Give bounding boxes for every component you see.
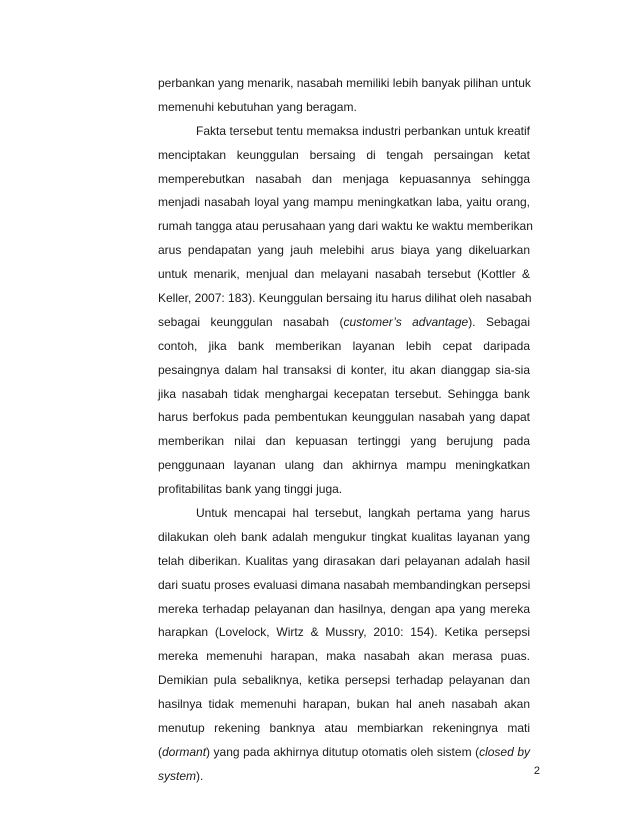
- text-line: menutup rekening banknya atau membiarkan rekeningnya mati: [158, 721, 530, 736]
- text-line: menjadi nasabah loyal yang mampu meningkatkan laba, yaitu orang,: [158, 195, 530, 210]
- text-line: hasilnya tidak memenuhi harapan, bukan hal aneh nasabah akan: [158, 697, 530, 712]
- text-line-italic-terms: [158, 741, 530, 765]
- paragraph-3: [158, 502, 530, 789]
- text-line: Keller, 2007: 183). Keunggulan bersaing itu harus dilihat oleh nasabah: [158, 291, 532, 306]
- paragraph-1: [158, 72, 530, 120]
- italic-term-system: system: [158, 768, 197, 783]
- text-line: perbankan yang menarik, nasabah memiliki lebih banyak pilihan untuk: [158, 76, 531, 90]
- text-line: penggunaan layanan ulang dan akhirnya mampu meningkatkan: [158, 458, 530, 473]
- text-line: mereka memenuhi harapan, maka nasabah akan merasa puas.: [158, 649, 530, 664]
- italic-term-customers-advantage: customer’s advantage: [343, 314, 469, 329]
- text-line: telah diberikan. Kualitas yang dirasakan dari pelayanan adalah hasil: [158, 553, 530, 568]
- text-line-italic-term: [158, 765, 530, 789]
- italic-term-dormant: dormant: [162, 744, 207, 759]
- text-fragment: ).: [196, 768, 204, 783]
- text-fragment: ) yang pada akhirnya ditutup otomatis oleh sistem (: [206, 744, 480, 759]
- italic-term-closed-by: closed by: [479, 744, 530, 759]
- text-line: mereka terhadap pelayanan dan hasilnya, dengan apa yang mereka: [158, 601, 530, 616]
- text-line: rumah tangga atau perusahaan yang dari waktu ke waktu memberikan: [158, 219, 533, 234]
- paragraph-2: [158, 120, 533, 502]
- text-line: memenuhi kebutuhan yang beragam.: [158, 99, 357, 114]
- text-line: jika nasabah tidak menghargai kecepatan tersebut. Sehingga bank: [158, 386, 530, 401]
- text-fragment: sebagai keunggulan nasabah (: [158, 314, 344, 329]
- text-line: pesaingnya dalam hal transaksi di konter, itu akan dianggap sia-sia: [158, 362, 530, 377]
- page-number: 2: [533, 765, 540, 777]
- text-line: Demikian pula sebaliknya, ketika persepsi terhadap pelayanan dan: [158, 673, 530, 688]
- text-line: Fakta tersebut tentu memaksa industri perbankan untuk kreatif: [196, 123, 530, 138]
- text-line: harus berfokus pada pembentukan keunggulan nasabah yang dapat: [158, 410, 530, 425]
- text-line: arus pendapatan yang jauh melebihi arus biaya yang dikeluarkan: [158, 243, 530, 258]
- text-line: contoh, jika bank memberikan layanan lebih cepat daripada: [158, 338, 530, 353]
- text-fragment: ). Sebagai: [468, 314, 530, 329]
- text-line: profitabilitas bank yang tinggi juga.: [158, 482, 343, 497]
- text-line-italic-term: [158, 311, 530, 335]
- text-fragment: (: [158, 744, 162, 759]
- text-line: harapkan (Lovelock, Wirtz & Mussry, 2010: 154). Ketika persepsi: [158, 625, 530, 640]
- text-line: dilakukan oleh bank adalah mengukur tingkat kualitas layanan yang: [158, 529, 530, 544]
- text-line: menciptakan keunggulan bersaing di tengah persaingan ketat: [158, 147, 530, 162]
- text-line: dari suatu proses evaluasi dimana nasabah membandingkan persepsi: [158, 577, 531, 592]
- body-text: [158, 72, 533, 789]
- text-line: Untuk mencapai hal tersebut, langkah pertama yang harus: [196, 506, 530, 521]
- text-line: untuk menarik, menjual dan melayani nasabah tersebut (Kottler &: [158, 267, 530, 282]
- text-line: memperebutkan nasabah dan menjaga kepuasannya sehingga: [158, 171, 530, 186]
- text-line: memberikan nilai dan kepuasan tertinggi yang berujung pada: [158, 434, 530, 449]
